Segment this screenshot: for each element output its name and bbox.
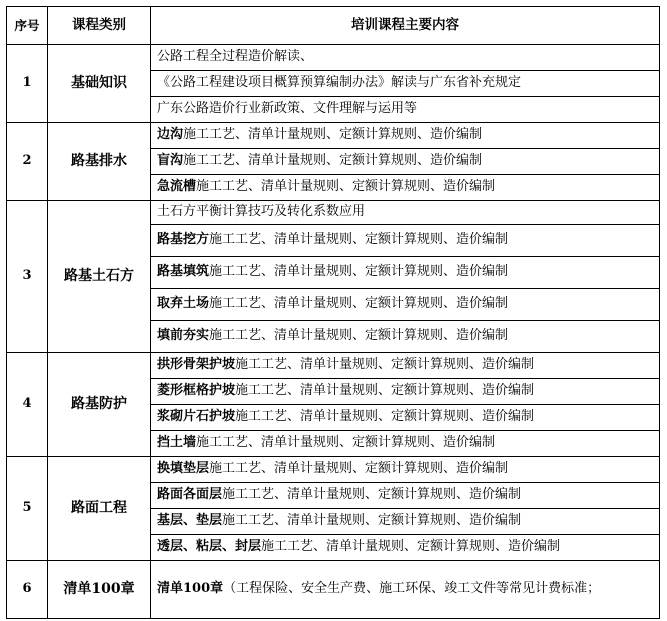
content-text: 施工工艺、清单计量规则、定额计算规则、造价编制 [209, 328, 509, 344]
content-bold: 挡土墙 [157, 435, 197, 451]
content-cell [151, 431, 660, 457]
group-number: 3 [7, 201, 48, 353]
content-bold: 急流槽 [157, 179, 197, 195]
table-row [7, 123, 660, 149]
content-cell [151, 97, 660, 123]
content-text: 施工工艺、清单计量规则、定额计算规则、造价编制 [209, 264, 509, 280]
content-bold: 路面各面层 [157, 487, 223, 503]
content-text: 公路工程全过程造价解读、 [157, 49, 314, 65]
content-bold: 填前夯实 [157, 328, 210, 344]
content-text: 施工工艺、清单计量规则、定额计算规则、造价编制 [196, 435, 496, 451]
content-cell [151, 457, 660, 483]
group-number: 5 [7, 457, 48, 561]
table-row [7, 561, 660, 619]
content-cell [151, 483, 660, 509]
content-cell [151, 289, 660, 321]
content-text: 施工工艺、清单计量规则、定额计算规则、造价编制 [183, 153, 483, 169]
content-bold: 浆砌片石护坡 [157, 409, 236, 425]
group-category: 清单100章 [48, 561, 151, 619]
group-number: 2 [7, 123, 48, 201]
group-number: 1 [7, 45, 48, 123]
content-cell [151, 353, 660, 379]
group-number: 6 [7, 561, 48, 619]
table-row [7, 457, 660, 483]
course-table [6, 6, 660, 619]
content-bold: 换填垫层 [157, 461, 210, 477]
content-text: 施工工艺、清单计量规则、定额计算规则、造价编制 [209, 461, 509, 477]
content-cell [151, 175, 660, 201]
content-text: 《公路工程建设项目概算预算编制办法》解读与广东省补充规定 [157, 75, 522, 91]
group-category: 路面工程 [48, 457, 151, 561]
content-cell [151, 379, 660, 405]
table-row [7, 45, 660, 71]
content-cell [151, 201, 660, 225]
content-cell [151, 509, 660, 535]
content-text: 施工工艺、清单计量规则、定额计算规则、造价编制 [235, 357, 535, 373]
content-text: 施工工艺、清单计量规则、定额计算规则、造价编制 [196, 179, 496, 195]
content-text: 施工工艺、清单计量规则、定额计算规则、造价编制 [209, 232, 509, 248]
table-row [7, 201, 660, 225]
header-row [7, 7, 660, 45]
content-bold: 拱形骨架护坡 [157, 357, 236, 373]
header-category: 课程类别 [48, 7, 151, 45]
content-bold: 边沟 [157, 127, 184, 143]
content-bold: 菱形框格护坡 [157, 383, 236, 399]
group-number: 4 [7, 353, 48, 457]
content-text: 施工工艺、清单计量规则、定额计算规则、造价编制 [222, 513, 522, 529]
content-bold: 路基填筑 [157, 264, 210, 280]
content-cell [151, 123, 660, 149]
content-cell [151, 71, 660, 97]
content-bold: 取弃土场 [157, 296, 210, 312]
group-category: 基础知识 [48, 45, 151, 123]
content-cell [151, 257, 660, 289]
content-cell [151, 149, 660, 175]
content-text: 施工工艺、清单计量规则、定额计算规则、造价编制 [183, 127, 483, 143]
content-cell [151, 45, 660, 71]
content-cell [151, 405, 660, 431]
content-text: 施工工艺、清单计量规则、定额计算规则、造价编制 [261, 539, 561, 555]
header-content: 培训课程主要内容 [151, 7, 660, 45]
group-category: 路基土石方 [48, 201, 151, 353]
content-bold: 盲沟 [157, 153, 184, 169]
content-cell [151, 561, 660, 619]
content-text: 土石方平衡计算技巧及转化系数应用 [157, 204, 366, 220]
content-text: 施工工艺、清单计量规则、定额计算规则、造价编制 [235, 409, 535, 425]
content-text: 施工工艺、清单计量规则、定额计算规则、造价编制 [222, 487, 522, 503]
content-bold: 基层、垫层 [157, 513, 223, 529]
header-seq: 序号 [7, 7, 48, 45]
content-cell [151, 535, 660, 561]
content-cell [151, 225, 660, 257]
content-text: 广东公路造价行业新政策、文件理解与运用等 [157, 101, 418, 117]
table-row [7, 353, 660, 379]
group-category: 路基排水 [48, 123, 151, 201]
content-bold: 清单100章 [157, 581, 224, 597]
group-category: 路基防护 [48, 353, 151, 457]
content-text: （工程保险、安全生产费、施工环保、竣工文件等常见计费标准； [223, 581, 601, 597]
content-bold: 路基挖方 [157, 232, 210, 248]
content-text: 施工工艺、清单计量规则、定额计算规则、造价编制 [209, 296, 509, 312]
content-cell [151, 321, 660, 353]
content-bold: 透层、粘层、封层 [157, 539, 262, 555]
content-text: 施工工艺、清单计量规则、定额计算规则、造价编制 [235, 383, 535, 399]
